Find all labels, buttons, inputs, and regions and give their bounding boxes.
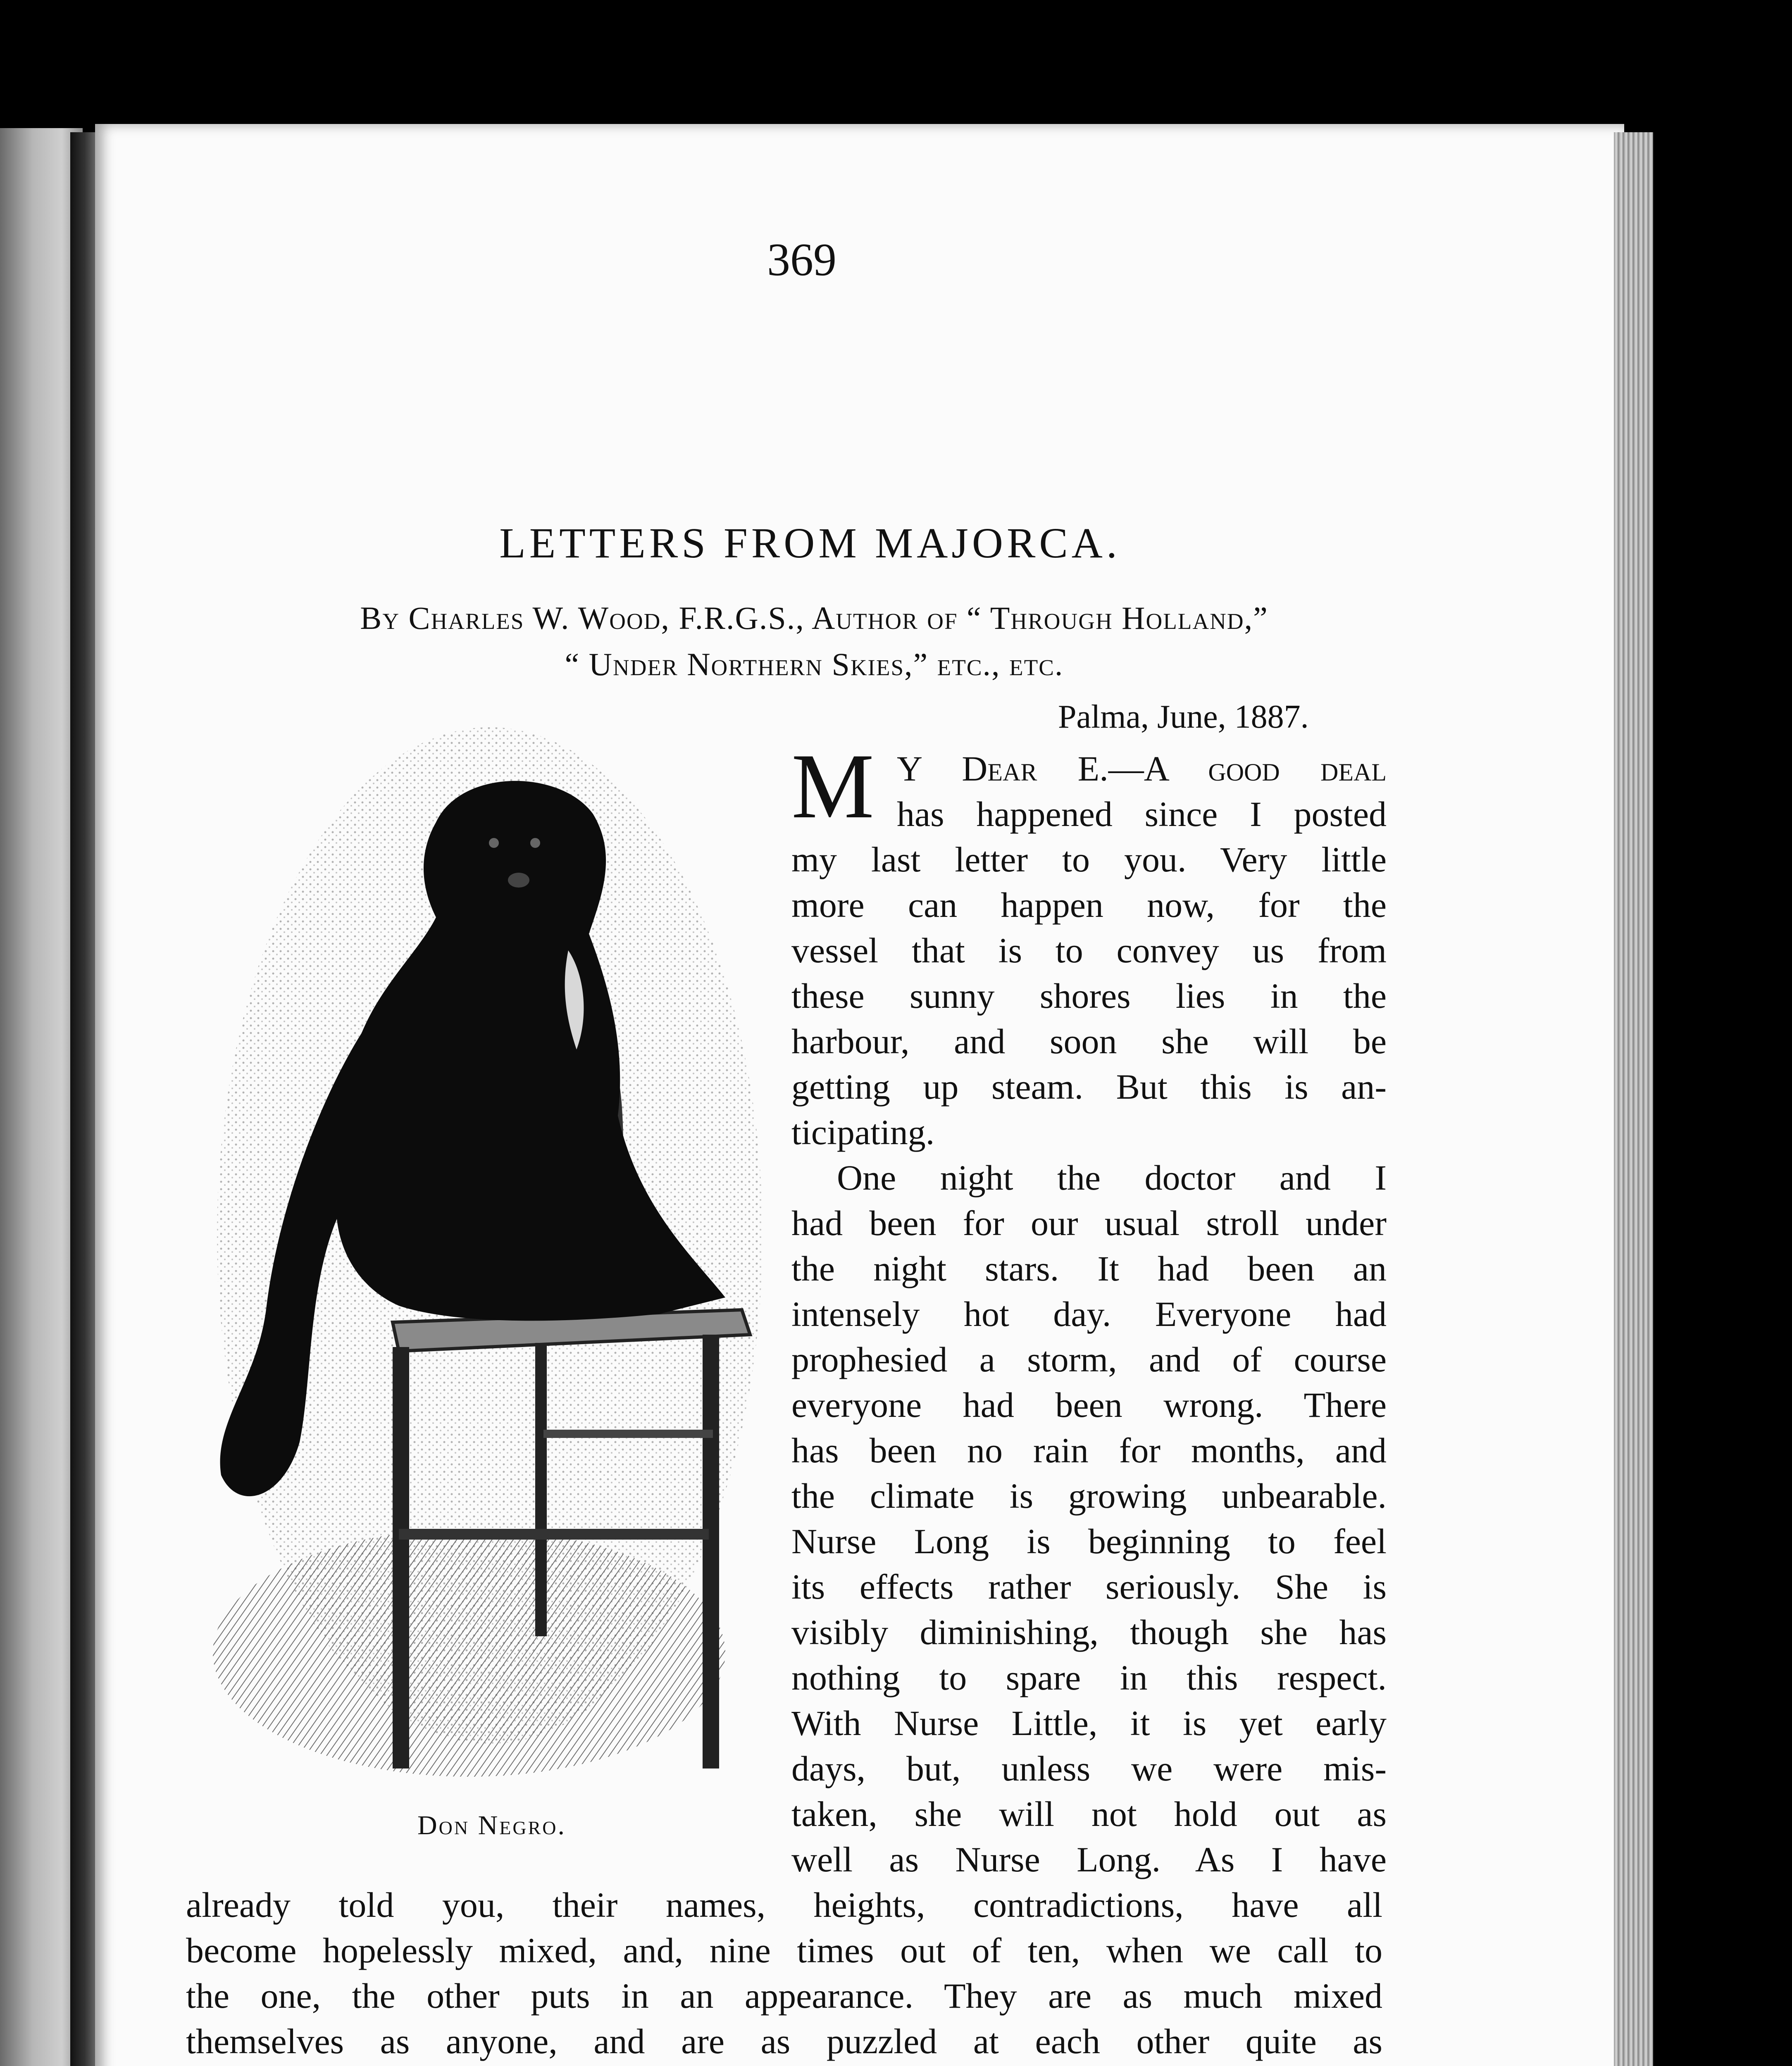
text-line: the climate is growing unbearable. [791,1476,1387,1516]
text-line: the night stars. It had been an [791,1249,1387,1288]
figure-caption: Don Negro. [417,1810,566,1840]
text-line: more can happen now, for the [791,885,1387,925]
text-line: getting up steam. But this is an- [791,1067,1387,1107]
text-line: themselves as anyone, and are as puzzled at each other quite as [186,2021,1382,2061]
right-page-edges [1614,132,1653,2066]
byline-line-1: By Charles W. Wood, F.R.G.S., Author of “ Through Holland,” [360,600,1268,636]
text-line: ticipating. [791,1112,935,1152]
text-line: days, but, unless we were mis- [791,1749,1387,1788]
byline-line-2: “ Under Northern Skies,” etc., etc. [565,646,1064,682]
text-line: prophesied a storm, and of course [791,1340,1387,1379]
text-line: has happened since I posted [897,794,1387,834]
dateline: Palma, June, 1887. [1058,699,1309,735]
byline [174,595,1455,688]
text-line: the one, the other puts in an appearance. They are as much mixed [186,1976,1382,2016]
dog-illustration [205,719,775,1802]
text-line: visibly diminishing, though she has [791,1612,1387,1652]
text-line: One night the doctor and I [837,1158,1387,1197]
text-line: its effects rather seriously. She is [791,1567,1387,1607]
text-line: well as Nurse Long. As I have [791,1840,1387,1879]
text-line: taken, she will not hold out as [791,1794,1387,1834]
text-line: has been no rain for months, and [791,1430,1387,1470]
drop-cap: M [791,734,875,838]
text-line: everyone had been wrong. There [791,1385,1387,1425]
text-line: already told you, their names, heights, contradictions, have all [186,1885,1382,1925]
text-line: had been for our usual stroll under [791,1203,1387,1243]
text-line: intensely hot day. Everyone had [791,1294,1387,1334]
text-line: With Nurse Little, it is yet early [791,1703,1387,1743]
text-line: these sunny shores lies in the [791,976,1387,1016]
text-line [186,2064,1382,2066]
page-number: 369 [767,234,836,286]
text-line-content: Y Dear E.—A good deal [897,749,1387,788]
text-column [791,734,1387,1882]
text-full-width [186,1882,1382,2066]
text-line: Nurse Long is beginning to feel [791,1521,1387,1561]
text-line: harbour, and soon she will be [791,1021,1387,1061]
text-line: vessel that is to convey us from [791,931,1387,970]
article-title: LETTERS FROM MAJORCA. [499,519,1121,567]
text-line: nothing to spare in this respect. [791,1658,1387,1697]
text-line: my last letter to you. Very little [791,840,1387,879]
text-line: become hopelessly mixed, and, nine times out of ten, when we call to [186,1930,1382,1970]
